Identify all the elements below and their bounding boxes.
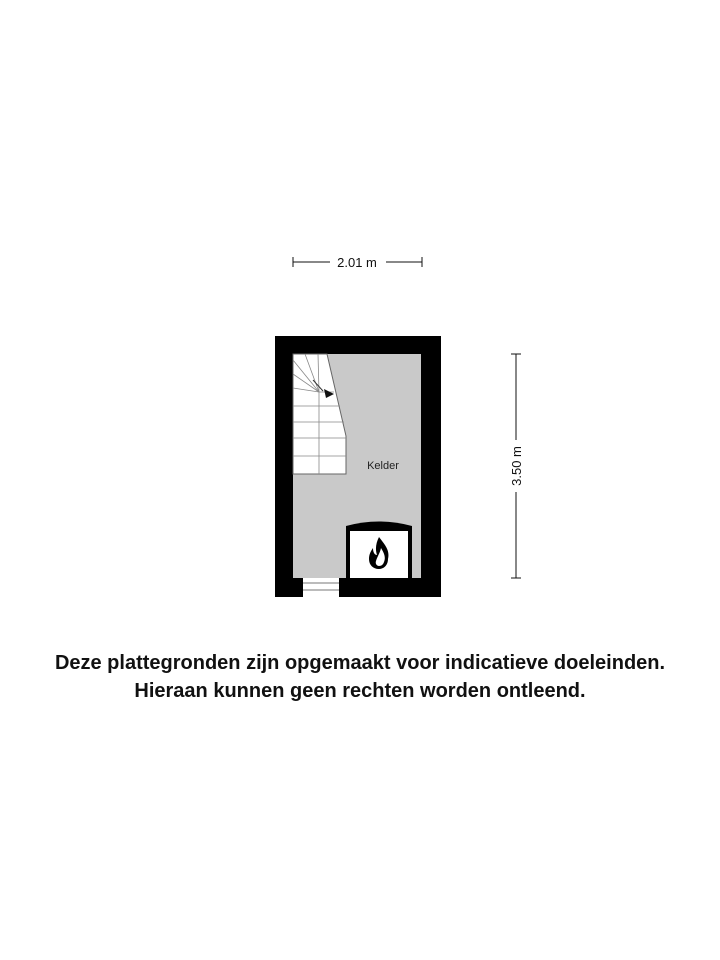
height-label: 3.50 m: [509, 446, 524, 486]
bottom-opening: [303, 578, 339, 597]
room-label: Kelder: [367, 460, 399, 472]
height-dimension: [509, 354, 524, 578]
disclaimer-line-2: Hieraan kunnen geen rechten worden ontleend.: [134, 680, 586, 702]
disclaimer-line-1: Deze plattegronden zijn opgemaakt voor indicatieve doeleinden.: [54, 652, 666, 674]
flame-icon: [346, 522, 412, 579]
width-dimension: [293, 255, 422, 270]
width-label: 2.01 m: [337, 255, 377, 270]
